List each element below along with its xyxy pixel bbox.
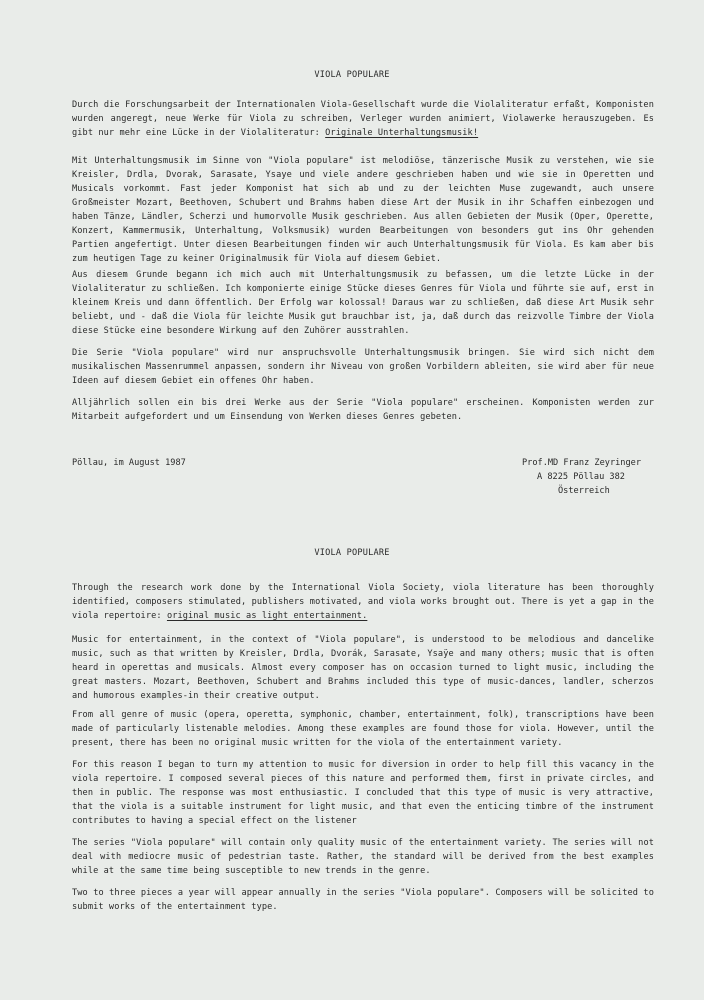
german-paragraph-3: Aus diesem Grunde begann ich mich auch mit Unterhaltungsmusik zu befassen, um die letzte Lücke in der Violaliteratur zu schließen. Ich komponierte einige Stücke dieses Genres für Viola und führte sie auf, erst in kleinem Kreis und dann öffentlich. Der Erfolg war kolossal! Daraus war zu schließen, daß diese Art Musik sehr beliebt, und - daß die Viola für leichte Musik gut brauchbar ist, ja, daß durch das reizvolle Timbre der Viola diese Stücke eine besondere Wirkung auf den Zuhörer ausstrahlen. xyxy=(72,270,654,336)
german-paragraph-5: Alljährlich sollen ein bis drei Werke aus der Serie "Viola populare" erscheinen. Komponisten werden zur Mitarbeit aufgefordert und um Einsendung von Werken dieses Genres gebeten. xyxy=(72,398,654,422)
german-paragraph-2: Mit Unterhaltungsmusik im Sinne von "Viola populare" ist melodiöse, tänzerische Musik zu verstehen, wie sie Kreisler, Drdla, Dvorak, Sarasate, Ysaye und viele andere geschrieben haben und wie sie in Operetten und Musicals vorkommt. Fast jeder Komponist hat sich ab und zu der leichten Muse zugewandt, auch unsere Großmeister Mozart, Beethoven, Schubert und Brahms haben diese Art der Musik in ihr Schaffen einbezogen und haben Tänze, Ländler, Scherzi und humorvolle Musik geschrieben. Aus allen Gebieten der Musik (Oper, Operette, Konzert, Kammermusik, Unterhaltung, Volksmusik) wurden Bearbeitungen von besonders gut ins Ohr gehenden Partien angefertigt. Unter diesen Bearbeitungen finden wir auch Unterhaltungsmusik für Viola. Es kam aber bis zum heutigen Tage zu keiner Originalmusik für Viola auf diesem Gebiet. xyxy=(72,156,654,264)
german-paragraph-4: Die Serie "Viola populare" wird nur anspruchsvolle Unterhaltungsmusik bringen. Sie wird sich nicht dem musikalischen Massenrummel anpassen, sondern ihr Niveau von großen Vorbildern ableiten, sie wird aber für neue Ideen auf diesem Gebiet ein offenes Ohr haben. xyxy=(72,348,654,386)
english-paragraph-5: The series "Viola populare" will contain only quality music of the entertainment variety. The series will not deal with mediocre music of pedestrian taste. Rather, the standard will be derived from the best examples while at the same time being susceptible to new trends in the genre. xyxy=(72,838,654,876)
english-paragraph-6: Two to three pieces a year will appear annually in the series "Viola populare". Composers will be solicited to submit works of the entertainment type. xyxy=(72,888,654,912)
german-paragraph-1 xyxy=(72,98,654,140)
signature-country: Österreich xyxy=(558,486,610,496)
english-title: VIOLA POPULARE xyxy=(314,548,390,558)
english-paragraph-2: Music for entertainment, in the context of "Viola populare", is understood to be melodious and dancelike music, such as that written by Kreisler, Drdla, Dvorák, Sarasate, Ysaÿe and many others; music that is often heard in operettas and musicals. Almost every composer has on occasion turned to light music, including the great masters. Mozart, Beethoven, Schubert and Brahms included this type of music-dances, landler, scherzos and humorous examples-in their creative output. xyxy=(72,635,654,701)
signature-name: Prof.MD Franz Zeyringer xyxy=(522,458,641,468)
german-title: VIOLA POPULARE xyxy=(314,70,390,80)
english-p1-underlined: original music as light entertainment. xyxy=(166,611,368,621)
signature-address: A 8225 Pöllau 382 xyxy=(537,472,625,482)
signature-block xyxy=(522,456,662,498)
german-p1-text: Durch die Forschungsarbeit der Internationalen Viola-Gesellschaft wurde die Violaliteratur erfaßt, Komponisten wurden angeregt, neue Werke für Viola zu schreiben, Verleger wurden animiert, Violawerke herauszugeben. Es gibt nur mehr eine Lücke in der Violaliteratur: xyxy=(72,100,654,138)
place-date: Pöllau, im August 1987 xyxy=(72,458,186,468)
german-p1-underlined: Originale Unterhaltungsmusik! xyxy=(325,128,479,138)
english-p1-text: Through the research work done by the International Viola Society, viola literature has been thoroughly identified, composers stimulated, publishers motivated, and viola works brought out. There is yet a gap in the viola repertoire: xyxy=(72,583,654,621)
english-paragraph-4: For this reason I began to turn my attention to music for diversion in order to help fill this vacancy in the viola repertoire. I composed several pieces of this nature and performed them, first in private circles, and then in public. The response was most enthusiastic. I concluded that this type of music is very attractive, that the viola is a suitable instrument for light music, and that even the enticing timbre of the instrument contributes to having a special effect on the listener xyxy=(72,760,654,826)
english-paragraph-1 xyxy=(72,581,654,623)
english-paragraph-3: From all genre of music (opera, operetta, symphonic, chamber, entertainment, folk), transcriptions have been made of particularly listenable melodies. Among these examples are found those for viola. However, until the present, there has been no original music written for the viola of the entertainment variety. xyxy=(72,710,654,748)
